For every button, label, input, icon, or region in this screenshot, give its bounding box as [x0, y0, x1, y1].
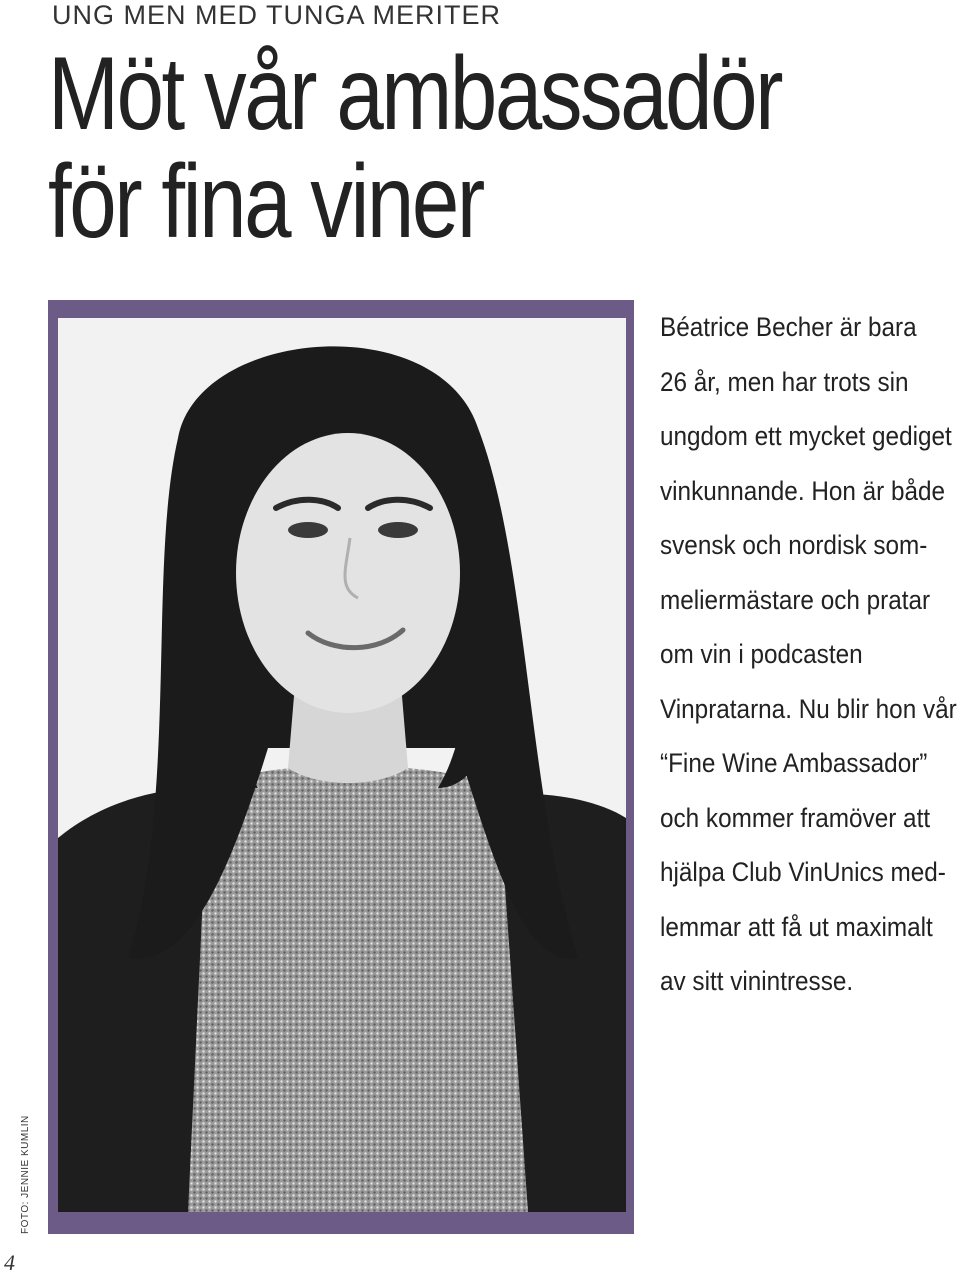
intro-line: svensk och nordisk som- [660, 530, 928, 560]
intro-line: 26 år, men har trots sin [660, 366, 909, 397]
intro-line: ungdom ett mycket gediget [660, 421, 952, 451]
intro-line: “Fine Wine Ambassador” [660, 748, 928, 778]
intro-line: Vinpratarna. Nu blir hon vår [660, 693, 957, 724]
headline-line-2: för fina viner [48, 144, 483, 260]
page-number: 4 [4, 1250, 15, 1275]
headline-line-1: Möt vår ambassadör [48, 36, 782, 152]
photo-credit: FOTO: JENNIE KUMLIN [20, 1115, 31, 1234]
portrait-illustration [58, 318, 626, 1212]
intro-line: hjälpa Club VinUnics med- [660, 857, 946, 887]
intro-line: lemmar att få ut maximalt [660, 911, 933, 942]
portrait-photo [58, 318, 626, 1212]
kicker: UNG MEN MED TUNGA MERITER [52, 0, 502, 30]
intro-line: Béatrice Becher är bara [660, 312, 917, 342]
intro-line: om vin i podcasten [660, 639, 863, 669]
intro-line: meliermästare och pratar [660, 584, 931, 615]
intro-text [660, 300, 957, 1009]
intro-line: vinkunnande. Hon är både [660, 475, 946, 506]
intro-line: och kommer framöver att [660, 802, 931, 833]
intro-line: av sitt vinintresse. [660, 966, 854, 996]
headline [48, 36, 782, 260]
